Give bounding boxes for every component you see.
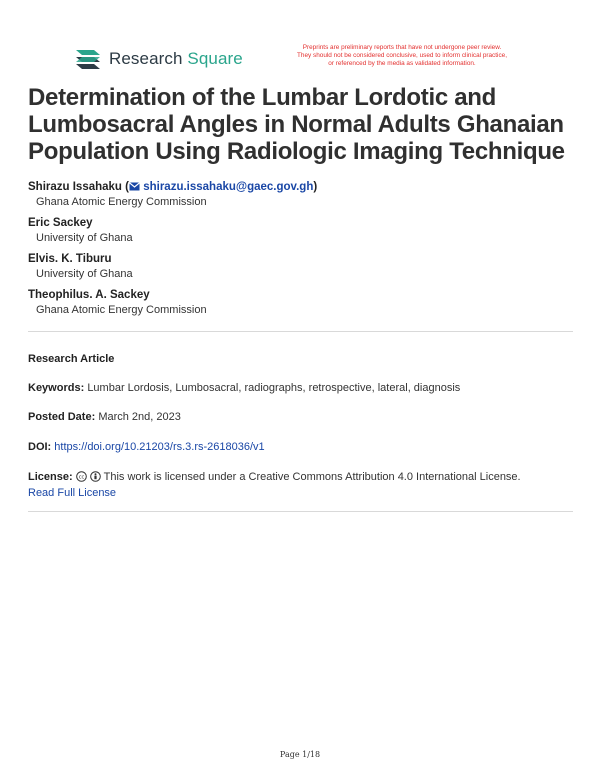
research-square-logo[interactable] xyxy=(74,47,243,71)
author-name: Eric Sackey xyxy=(28,217,93,229)
keywords-label: Keywords: xyxy=(28,382,85,394)
author-email-link[interactable]: shirazu.issahaku@gaec.gov.gh xyxy=(143,181,314,193)
page-header xyxy=(74,44,560,78)
divider xyxy=(28,511,573,512)
doi-link[interactable]: https://doi.org/10.21203/rs.3.rs-2618036/v1 xyxy=(54,441,265,453)
paper-title: Determination of the Lumbar Lordotic and Lumbosacral Angles in Normal Adults Ghanaian Population Using Radiologic Imaging Technique xyxy=(28,84,565,165)
notice-line: They should not be considered conclusive, used to inform clinical practice, xyxy=(297,52,507,59)
license xyxy=(28,469,573,501)
keywords xyxy=(28,380,573,396)
attribution-icon xyxy=(90,471,101,482)
author-affiliation: Ghana Atomic Energy Commission xyxy=(36,304,207,316)
author-name: Elvis. K. Tiburu xyxy=(28,253,112,265)
notice-line: or referenced by the media as validated information. xyxy=(328,60,476,67)
page-number: Page 1/18 xyxy=(279,750,321,759)
read-full-license-link[interactable]: Read Full License xyxy=(28,487,117,499)
posted-date xyxy=(28,409,573,425)
author-name: Theophilus. A. Sackey xyxy=(28,289,150,301)
author-affiliation: University of Ghana xyxy=(36,268,133,280)
author-affiliation: University of Ghana xyxy=(36,232,133,244)
author-name: Shirazu Issahaku ( shirazu.issahaku@gaec.gov.gh) xyxy=(28,181,318,193)
license-label: License: xyxy=(28,471,73,483)
doi xyxy=(28,439,573,455)
research-square-logo-icon xyxy=(74,47,102,71)
keywords-value: Lumbar Lordosis, Lumbosacral, radiographs, retrospective, lateral, diagnosis xyxy=(87,382,461,394)
creative-commons-icon xyxy=(76,471,87,482)
doi-label: DOI: xyxy=(28,441,52,453)
mail-icon xyxy=(129,182,140,191)
article-type: Research Article xyxy=(28,353,115,365)
author-affiliation: Ghana Atomic Energy Commission xyxy=(36,196,207,208)
divider xyxy=(28,331,573,332)
logo-text: Research Square xyxy=(109,49,243,68)
svg-text:cc: cc xyxy=(78,474,84,481)
posted-date-label: Posted Date: xyxy=(28,411,96,423)
license-text: This work is licensed under a Creative Commons Attribution 4.0 International License. xyxy=(103,471,521,483)
notice-line: Preprints are preliminary reports that have not undergone peer review. xyxy=(302,44,502,51)
posted-date-value: March 2nd, 2023 xyxy=(98,411,181,423)
preprint-notice xyxy=(271,44,533,68)
author-list xyxy=(28,180,573,324)
